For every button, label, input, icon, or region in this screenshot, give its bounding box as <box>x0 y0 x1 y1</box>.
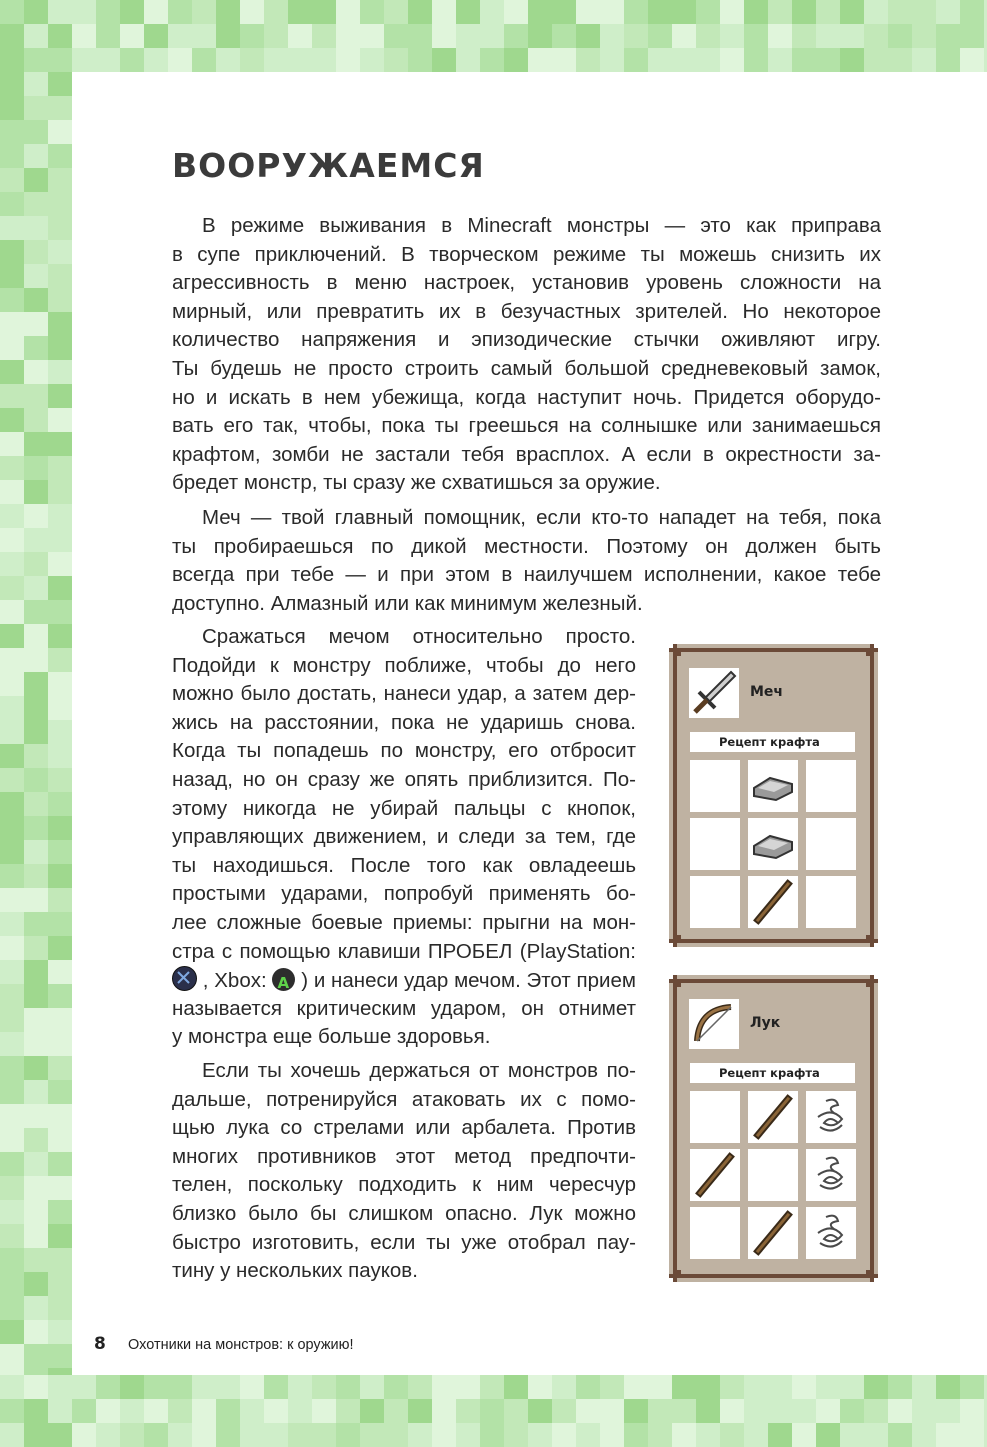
pixel-border-top <box>0 0 987 72</box>
text-line: близко было бы слишком опасно. Лук можно <box>172 1201 636 1225</box>
sword-icon <box>689 668 739 718</box>
bow-icon <box>689 999 739 1049</box>
text-line: быстро изготовить, если ты уже отобрал пау- <box>172 1230 636 1254</box>
text-line: но и искать в нем убежища, когда наступит ночь. Придется оборудо- <box>172 385 881 409</box>
playstation-cross-icon <box>172 966 197 991</box>
page-number: 8 <box>94 1334 106 1354</box>
stick-slot <box>748 1091 798 1143</box>
text-line: в супе приключений. В творческом режиме ты можешь снизить их <box>172 242 881 266</box>
text-line: Сражаться мечом относительно просто. <box>202 625 636 648</box>
pixel-border-left <box>0 0 72 1447</box>
empty-slot <box>690 1207 740 1259</box>
text-line: лее сложные боевые приемы: прыгни на мон- <box>172 910 636 934</box>
page-content <box>72 72 987 1375</box>
recipe-name: Меч <box>750 684 784 700</box>
text-line: крафтом, зомби не застали тебя врасплох. А если в окрестности за- <box>172 442 881 466</box>
recipe-label-text: Рецепт крафта <box>719 1066 820 1080</box>
text-line: ты пробираешься по дикой местности. Поэтому он должен быть <box>172 534 881 558</box>
text-line: Меч — твой главный помощник, если кто-то нападет на тебя, пока <box>202 506 881 529</box>
text-line: назад, но он сразу же опять приблизится. По- <box>172 767 636 791</box>
stick-slot <box>748 1207 798 1259</box>
text-line: В режиме выживания в Minecraft монстры — это как приправа <box>202 214 881 237</box>
empty-slot <box>806 876 856 928</box>
text-line: многих противников этот метод предпочти- <box>172 1144 636 1168</box>
iron-ingot-slot <box>748 760 798 812</box>
text-line: жись на расстоянии, пока не ударишь снова. <box>172 710 636 734</box>
text-line: агрессивность в меню настроек, установив уровень сложности на <box>172 271 881 295</box>
crafting-grid <box>690 760 856 928</box>
xbox-a-letter: A <box>277 974 290 993</box>
page-title: ВООРУЖАЕМСЯ <box>172 146 485 185</box>
text-line: количество напряжения и эпизодические стычки оживляют игру. <box>172 328 881 352</box>
text-line: Подойди к монстру поближе, чтобы до него <box>172 653 636 677</box>
text-line: называется критическим ударом, он отнимет <box>172 996 636 1020</box>
text-line: Когда ты попадешь по монстру, его отбросит <box>172 739 636 763</box>
paragraph-intro <box>172 212 881 498</box>
text-line: бредет монстр, ты сразу же схватишься за оружие. <box>172 471 661 495</box>
text-line: управляющих движением, и следи за тем, где <box>172 825 636 849</box>
text-line: ты находишься. После того как овладеешь <box>172 853 636 877</box>
crafting-grid <box>690 1091 856 1259</box>
paragraph-combat <box>172 623 636 1052</box>
text-line: вать его так, чтобы, пока ты греешься на солнышке или занимаешься <box>172 414 881 438</box>
after-xbox-text: ) и нанеси удар мечом. Этот прием <box>295 969 636 993</box>
text-line: у монстра еще больше здоровья. <box>172 1025 491 1049</box>
text-line: всегда при тебе — и при этом в наилучшем исполнении, какое тебе <box>172 563 881 587</box>
string-slot <box>806 1091 856 1143</box>
empty-slot <box>806 760 856 812</box>
text-line: щью лука со стрелами или арбалета. Против <box>172 1116 636 1140</box>
recipe-card-bow <box>669 975 878 1282</box>
text-line: простыми ударами, попробуй применять бо- <box>172 882 636 906</box>
text-line: тину у нескольких пауков. <box>172 1259 418 1283</box>
text-line: этому никогда не убирай пальцы с кнопок, <box>172 796 636 820</box>
text-line: можно было достать, нанеси удар, а затем дер- <box>172 682 636 706</box>
xbox-a-icon <box>272 968 295 991</box>
stick-slot <box>690 1149 740 1201</box>
string-slot <box>806 1207 856 1259</box>
recipe-label <box>690 732 855 752</box>
string-slot <box>806 1149 856 1201</box>
text-line: Если ты хочешь держаться от монстров по- <box>202 1059 636 1082</box>
text-line-buttons <box>172 966 636 995</box>
recipe-label <box>690 1063 855 1083</box>
paragraph-bow <box>172 1057 636 1286</box>
empty-slot <box>806 818 856 870</box>
iron-ingot-slot <box>748 818 798 870</box>
empty-slot <box>690 818 740 870</box>
running-footer: Охотники на монстров: к оружию! <box>128 1337 354 1353</box>
recipe-card-sword <box>669 644 878 947</box>
empty-slot <box>690 876 740 928</box>
empty-slot <box>690 1091 740 1143</box>
stick-slot <box>748 876 798 928</box>
text-line: телен, поскольку подходить к ним чересчур <box>172 1173 636 1197</box>
text-line: Ты будешь не просто строить самый большой средневековый замок, <box>172 356 881 380</box>
recipe-label-text: Рецепт крафта <box>719 735 820 749</box>
empty-slot <box>690 760 740 812</box>
text-line: мирный, или превратить их в безучастных зрителей. Но некоторое <box>172 299 881 323</box>
text-line: стра с помощью клавиши ПРОБЕЛ (PlayStation: <box>172 939 636 963</box>
pixel-border-bottom <box>0 1375 987 1447</box>
paragraph-sword <box>172 504 881 618</box>
empty-slot <box>748 1149 798 1201</box>
text-line: дальше, потренируйся атаковать их с помо- <box>172 1087 636 1111</box>
xbox-label: , Xbox: <box>197 969 273 993</box>
recipe-name: Лук <box>750 1015 781 1031</box>
text-line: доступно. Алмазный или как минимум железный. <box>172 591 643 615</box>
